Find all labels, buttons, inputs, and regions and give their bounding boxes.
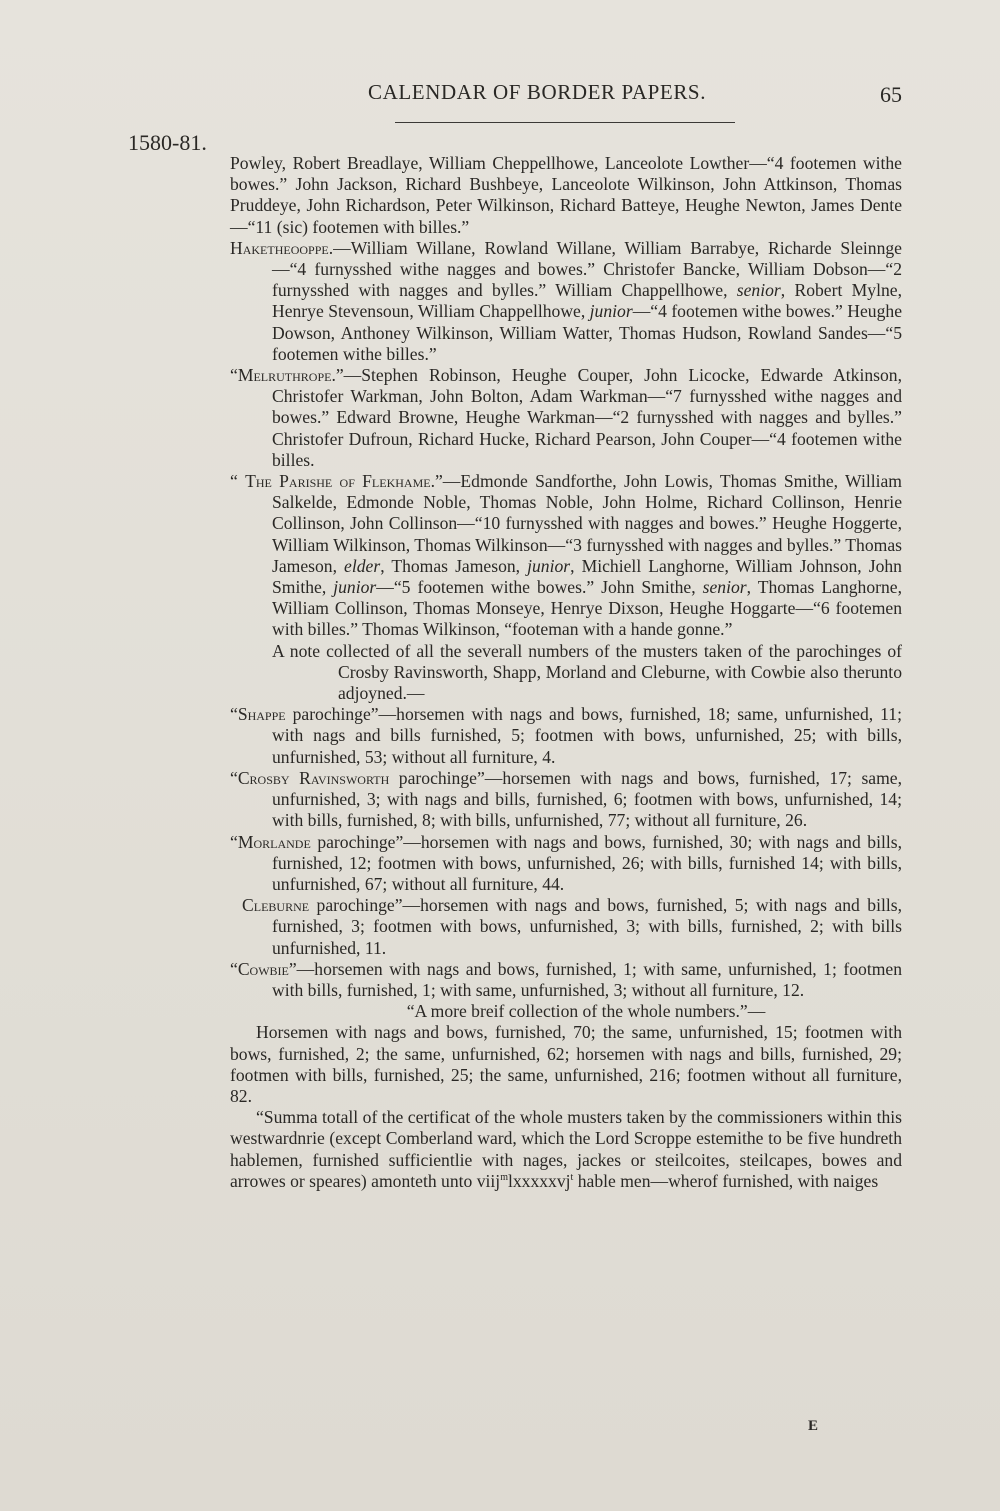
italic-term: junior	[589, 301, 633, 322]
place-name: Haketheooppe.	[230, 237, 334, 258]
quote-mark: “	[230, 365, 238, 386]
quote-mark: “	[230, 958, 238, 979]
italic-term: elder	[344, 555, 381, 576]
place-name: Crosby Ravinsworth	[237, 767, 390, 788]
paragraph-text: , Thomas Langhorne, William Collinson, Thomas Monseye, Henrye Dixson, Heughe Hoggarte—“6 footemen with billes.” Thomas Wilkinson, “footeman with a hande gonne.”	[272, 577, 902, 640]
paragraph-cleburne	[230, 895, 902, 959]
running-title: CALENDAR OF BORDER PAPERS.	[368, 80, 707, 104]
paragraph-text: hable men—wherof furnished, with naiges	[573, 1170, 879, 1191]
superscript: m	[500, 1171, 508, 1183]
paragraph-shappe	[230, 704, 902, 768]
paragraph-cowbie	[230, 959, 902, 1001]
paragraph-breif-heading: “A more breif collection of the whole numbers.”—	[406, 1001, 766, 1022]
paragraph-text: “Summa totall of the certificat of the whole musters taken by the commissioners within this westwardnrie (except Comberland ward, which the Lord Scroppe estemithe to be five hundreth hablemen, furnished sufficientlie with nages, jackes or steilcoites, steilcapes, bowes and arrowes or speares) amonteth unto viij	[230, 1107, 902, 1191]
paragraph-hakethrooppe	[230, 238, 902, 365]
paragraph-text: parochinge”—horsemen with nags and bows, furnished, 30; with nags and bills, furnished, 12; footmen with bows, unfurnished, 26; with bills, furnished 14; with bills, unfurnished, 67; without all furniture, 44.	[272, 831, 902, 894]
quote-mark: “	[230, 767, 238, 788]
paragraph-text: parochinge”—horsemen with nags and bows, furnished, 5; with nags and bills, furnished, 3; footmen with bows, unfurnished, 3; with bills, furnished, 2; with bills unfurnished, 11.	[272, 895, 902, 958]
italic-term: junior	[527, 555, 571, 576]
place-name: Shappe	[237, 704, 286, 725]
body-text	[230, 153, 902, 1192]
paragraph-crosby	[230, 768, 902, 832]
superscript: t	[570, 1171, 574, 1183]
place-name: Cowbie	[237, 958, 289, 979]
italic-term: junior	[333, 577, 377, 598]
paragraph-morlande	[230, 832, 902, 896]
paragraph-text: —William Willane, Rowland Willane, William Barrabye, Richarde Sleinnge—“4 furnysshed withe nagges and bowes.” Christofer Bancke, William Dobson—“2 furnysshed with nagges and bylles.” William Chappellhowe,	[272, 237, 902, 301]
paragraph-text: ”—Stephen Robinson, Heughe Couper, John Licocke, Edwarde Atkinson, Christofer Warkman, John Bolton, Adam Warkman—“7 furnysshed withe nagges and bowes.” Edward Browne, Heughe Warkman—“2 furnysshed with nagges and bylles.” Christofer Dufroun, Richard Hucke, Richard Pearson, John Couper—“4 footemen withe billes.	[272, 365, 902, 470]
margin-year: 1580-81.	[128, 130, 207, 155]
italic-term: senior	[702, 577, 747, 598]
paragraph-text: , Michiell Langhorne, William Johnson, John Smithe,	[272, 555, 902, 598]
paragraph-text: , Thomas Jameson,	[380, 555, 528, 576]
paragraph-text: lxxxxxvj	[507, 1170, 571, 1191]
paragraph-text: parochinge”—horsemen with nags and bows, furnished, 18; same, unfurnished, 11; with nags and bills furnished, 5; footmen with bows, unfurnished, 25; with bills, unfurnished, 53; without all furniture, 4.	[272, 704, 902, 767]
paragraph-text: , Robert Mylne, Henrye Stevensoun, William Chappellhowe,	[272, 280, 902, 322]
quote-mark: “	[230, 831, 238, 852]
place-name: Melruthrope.	[237, 365, 336, 386]
quote-mark: “	[230, 471, 246, 492]
paragraph-summa	[230, 1107, 902, 1192]
place-name: Cleburne	[242, 895, 310, 916]
paragraph-text: —“4 footemen withe bowes.” Heughe Dowson, Anthoney Wilkinson, William Watter, Thomas Hudson, Rowland Sandes—“5 footemen withe billes.”	[272, 301, 903, 364]
paragraph-totals: Horsemen with nags and bows, furnished, 70; the same, unfurnished, 15; footmen with bows, furnished, 2; the same, unfurnished, 62; horsemen with nags and bills, furnished, 29; footmen with bills, furnished, 25; the same, unfurnished, 216; footmen without all furniture, 82.	[230, 1022, 902, 1106]
paragraph-text: parochinge”—horsemen with nags and bows, furnished, 17; same, unfurnished, 3; with nags and bills, furnished, 6; footmen with bows, unfurnished, 14; with bills, furnished, 8; with bills, unfurnished, 77; without all furniture, 26.	[272, 767, 902, 831]
paragraph-flekhame	[230, 471, 902, 641]
paragraph-powley: Powley, Robert Breadlaye, William Cheppellhowe, Lanceolote Lowther—“4 footemen withe bowes.” John Jackson, Richard Bushbeye, Lanceolote Wilkinson, John Attkinson, Thomas Pruddeye, John Richardson, Peter Wilkinson, Richard Batteye, Heughe Newton, James Dente—“11 (sic) footemen with billes.”	[230, 153, 902, 237]
signature-mark: E	[808, 1418, 819, 1434]
paragraph-melruthrope	[230, 365, 902, 471]
paragraph-text: —“5 footemen withe bowes.” John Smithe,	[376, 577, 703, 598]
quote-mark: “	[230, 704, 238, 725]
paragraph-note: A note collected of all the severall numbers of the musters taken of the parochinges of Crosby Ravinsworth, Shapp, Morland and Cleburne, with Cowbie also therunto adjoyned.—	[272, 640, 902, 704]
paragraph-text: ”—horsemen with nags and bows, furnished, 1; with same, unfurnished, 1; footmen with bills, furnished, 1; with same, unfurnished, 3; without all furniture, 12.	[272, 958, 902, 1000]
place-name: The Parishe of Flekhame.	[245, 471, 435, 492]
header-rule	[395, 122, 735, 123]
page-number: 65	[880, 82, 902, 107]
place-name: Morlande	[237, 831, 311, 852]
paragraph-text: ”—Edmonde Sandforthe, John Lowis, Thomas Smithe, William Salkelde, Edmonde Noble, Thomas Noble, John Holme, Richard Collinson, Henrie Collinson, John Collinson—“10 furnysshed with nagges and bowes.” Heughe Hoggerte, William Wilkinson, Thomas Wilkinson—“3 furnysshed with nagges and bylles.” Thomas Jameson,	[272, 471, 902, 576]
italic-term: senior	[736, 280, 781, 301]
